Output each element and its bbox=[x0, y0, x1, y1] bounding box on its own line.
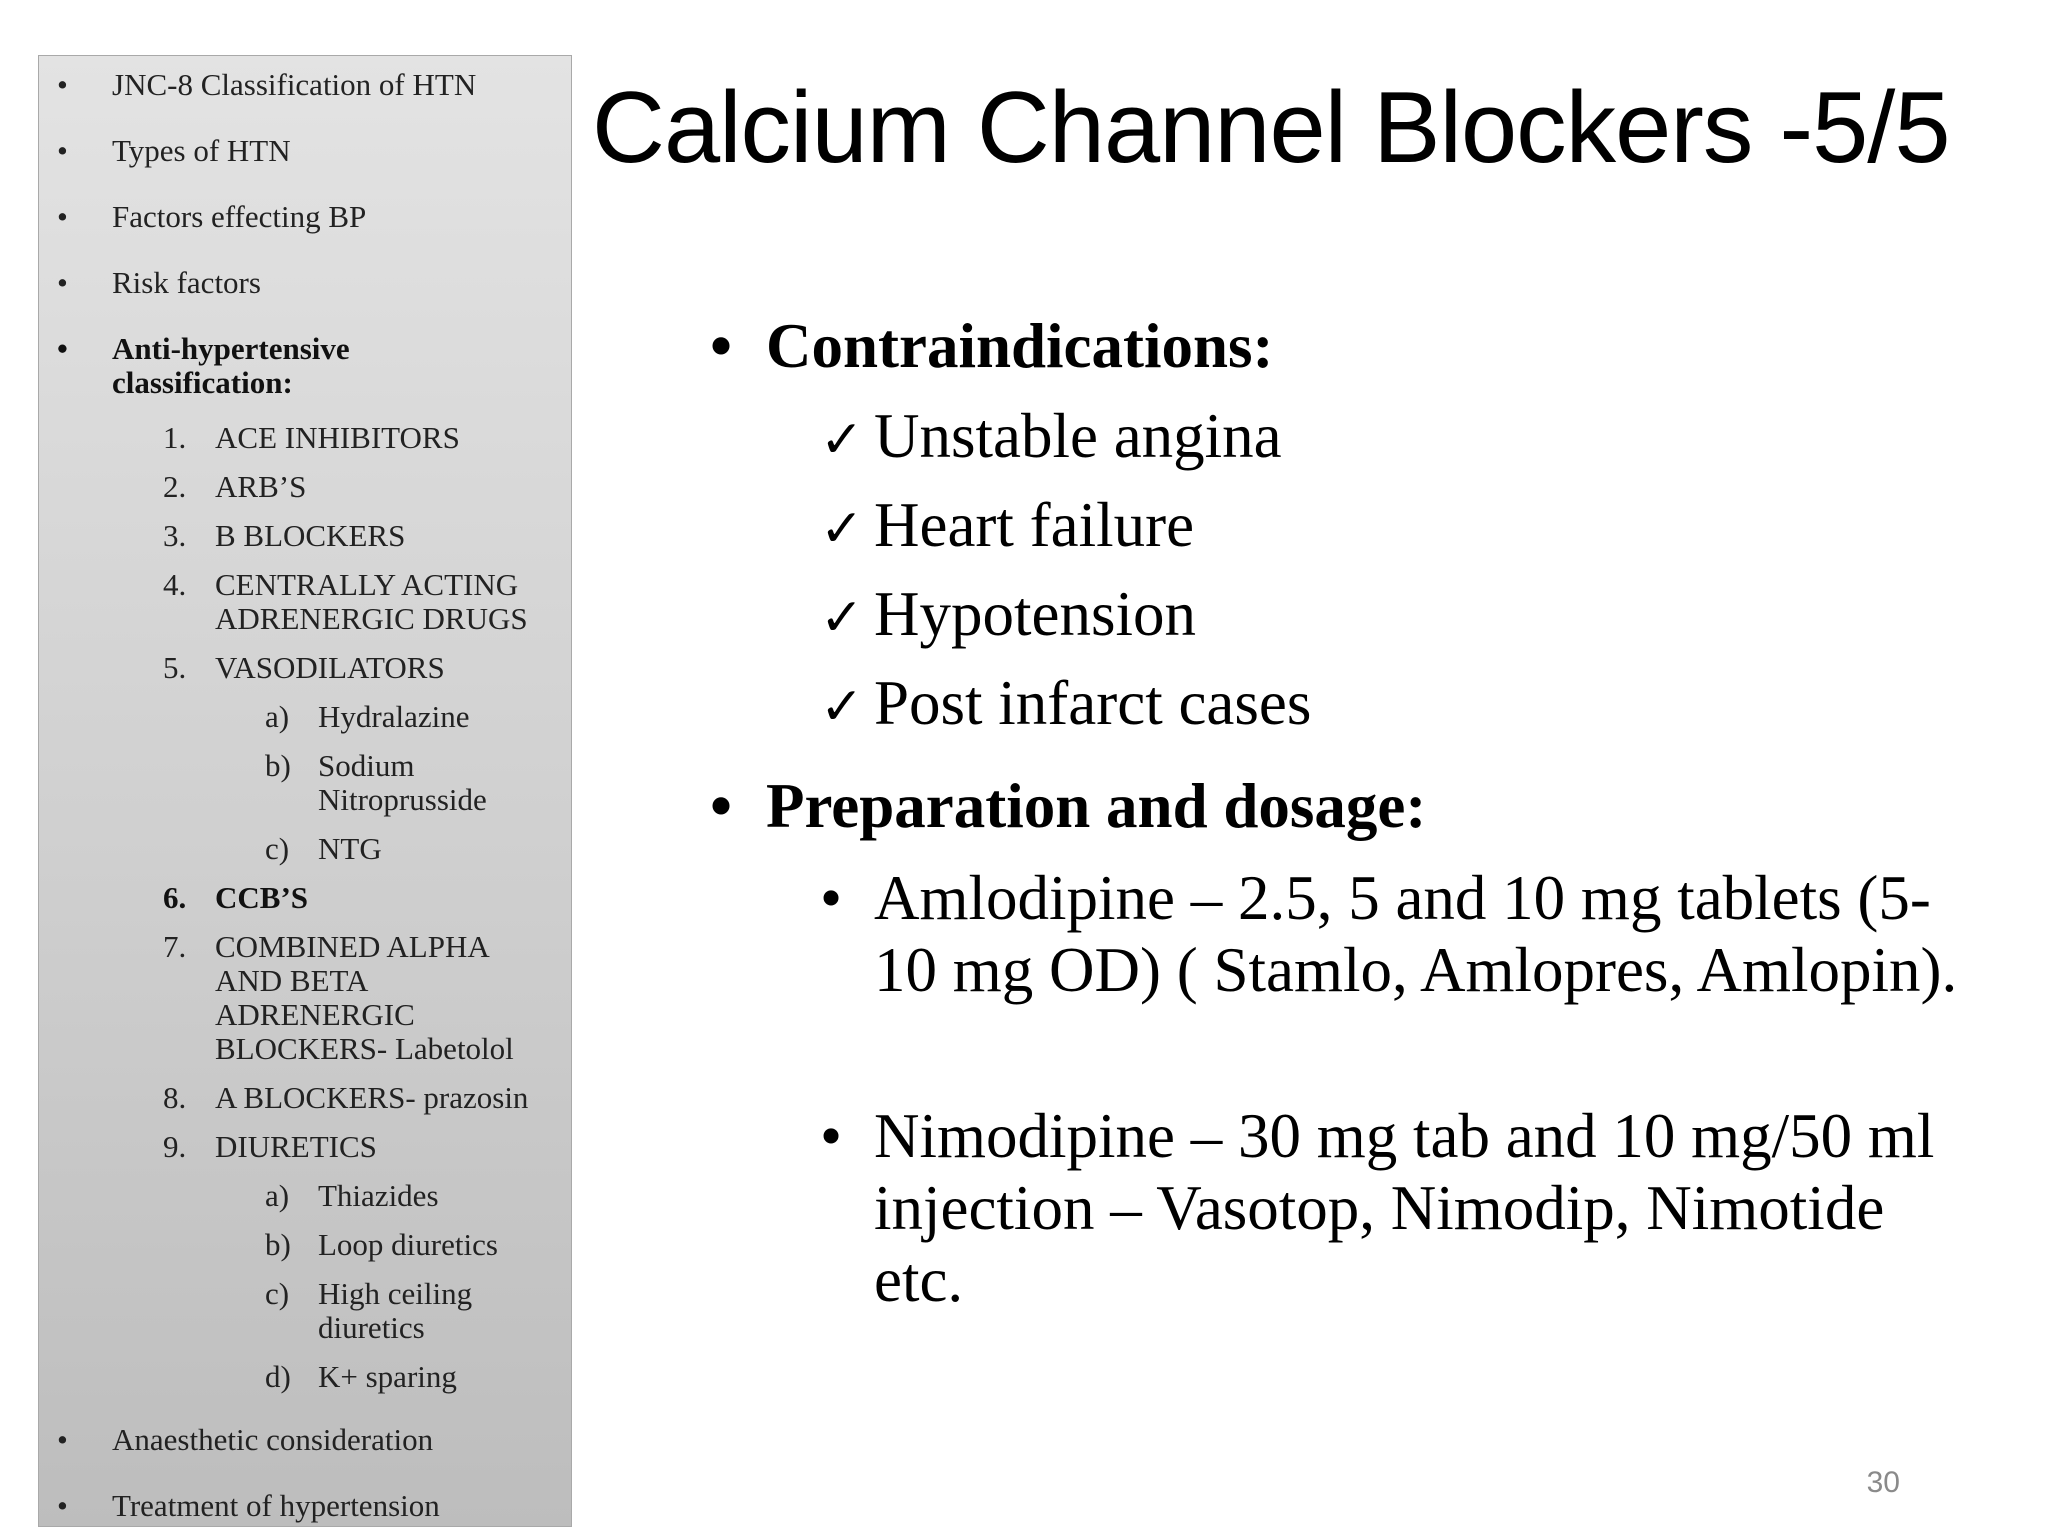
bullet-marker: • bbox=[57, 199, 68, 234]
number-marker: 5. bbox=[163, 650, 187, 685]
sidebar-item-label: High ceiling diuretics bbox=[318, 1276, 473, 1345]
sidebar-item-label: B BLOCKERS bbox=[215, 518, 406, 553]
bullet-marker: • bbox=[57, 133, 68, 168]
bullet-marker: • bbox=[57, 265, 68, 300]
number-marker: 9. bbox=[163, 1129, 187, 1164]
item-text: Amlodipine – 2.5, 5 and 10 mg tablets (5-10 mg OD) ( Stamlo, Amlopres, Amlopin). bbox=[874, 863, 1958, 1005]
contraindication-item bbox=[820, 578, 1196, 654]
sidebar-item-label: ACE INHIBITORS bbox=[215, 420, 460, 455]
sidebar-item-label: Anti-hypertensive classification: bbox=[112, 331, 350, 400]
checkmark-icon: ✓ bbox=[820, 410, 864, 470]
sidebar-item-label: Treatment of hypertension bbox=[112, 1488, 440, 1523]
sidebar-item-label: JNC-8 Classification of HTN bbox=[112, 67, 477, 102]
dosage-item-nimodipine bbox=[820, 1100, 1960, 1316]
checkmark-icon: ✓ bbox=[820, 499, 864, 559]
sidebar-item-label: ARB’S bbox=[215, 469, 307, 504]
letter-marker: b) bbox=[265, 1227, 291, 1262]
sidebar-item-label: Risk factors bbox=[112, 265, 261, 300]
bullet-marker: • bbox=[57, 1422, 68, 1457]
sidebar-item-label: Loop diuretics bbox=[318, 1227, 498, 1262]
letter-marker: c) bbox=[265, 1276, 290, 1311]
sidebar-item-label: COMBINED ALPHA AND BETA ADRENERGIC BLOCKERS- Labetolol bbox=[215, 929, 514, 1066]
bullet-marker: • bbox=[820, 863, 843, 933]
sidebar-item-label: DIURETICS bbox=[215, 1129, 377, 1164]
contraindication-item bbox=[820, 667, 1311, 743]
bullet-marker: • bbox=[710, 771, 733, 841]
bullet-marker: • bbox=[57, 1488, 68, 1523]
sidebar-item-label: CENTRALLY ACTING ADRENERGIC DRUGS bbox=[215, 567, 528, 636]
sidebar-item-label: Types of HTN bbox=[112, 133, 291, 168]
number-marker: 8. bbox=[163, 1080, 187, 1115]
item-text: Post infarct cases bbox=[874, 668, 1312, 738]
item-text: Nimodipine – 30 mg tab and 10 mg/50 ml injection – Vasotop, Nimodip, Nimotide etc. bbox=[874, 1101, 1935, 1315]
number-marker: 1. bbox=[163, 420, 187, 455]
contraindication-item bbox=[820, 489, 1194, 565]
letter-marker: d) bbox=[265, 1359, 291, 1394]
sidebar-item-label: VASODILATORS bbox=[215, 650, 445, 685]
number-marker: 2. bbox=[163, 469, 187, 504]
item-text: Heart failure bbox=[874, 490, 1195, 560]
letter-marker: b) bbox=[265, 748, 291, 783]
sidebar-item-label: Sodium Nitroprusside bbox=[318, 748, 487, 817]
number-marker: 7. bbox=[163, 929, 187, 964]
checkmark-icon: ✓ bbox=[820, 677, 864, 737]
dosage-item-amlodipine bbox=[820, 862, 1960, 1006]
sidebar-outline bbox=[38, 55, 572, 1527]
checkmark-icon: ✓ bbox=[820, 588, 864, 648]
bullet-marker: • bbox=[710, 311, 733, 381]
item-text: Unstable angina bbox=[874, 401, 1282, 471]
sidebar-item-label: Factors effecting BP bbox=[112, 199, 367, 234]
letter-marker: c) bbox=[265, 831, 290, 866]
page-number: 30 bbox=[1866, 1466, 1900, 1499]
sidebar-item-label: CCB’S bbox=[215, 880, 309, 915]
sidebar-item-label: K+ sparing bbox=[318, 1359, 457, 1394]
sidebar-item-label: Thiazides bbox=[318, 1178, 439, 1213]
bullet-marker: • bbox=[820, 1101, 843, 1171]
bullet-marker: • bbox=[57, 331, 68, 366]
section-heading: Contraindications: bbox=[766, 311, 1274, 381]
bullet-marker: • bbox=[57, 67, 68, 102]
sidebar-item-label: Hydralazine bbox=[318, 699, 470, 734]
number-marker: 3. bbox=[163, 518, 187, 553]
sidebar-item-label: Anaesthetic consideration bbox=[112, 1422, 434, 1457]
number-marker: 6. bbox=[163, 880, 187, 915]
contraindication-item bbox=[820, 400, 1282, 476]
letter-marker: a) bbox=[265, 699, 290, 734]
sidebar-item-label: NTG bbox=[318, 831, 382, 866]
number-marker: 4. bbox=[163, 567, 187, 602]
item-text: Hypotension bbox=[874, 579, 1196, 649]
slide-title: Calcium Channel Blockers -5/5 bbox=[592, 72, 1950, 184]
sidebar-item-label: A BLOCKERS- prazosin bbox=[215, 1080, 529, 1115]
section-heading: Preparation and dosage: bbox=[766, 771, 1427, 841]
letter-marker: a) bbox=[265, 1178, 290, 1213]
